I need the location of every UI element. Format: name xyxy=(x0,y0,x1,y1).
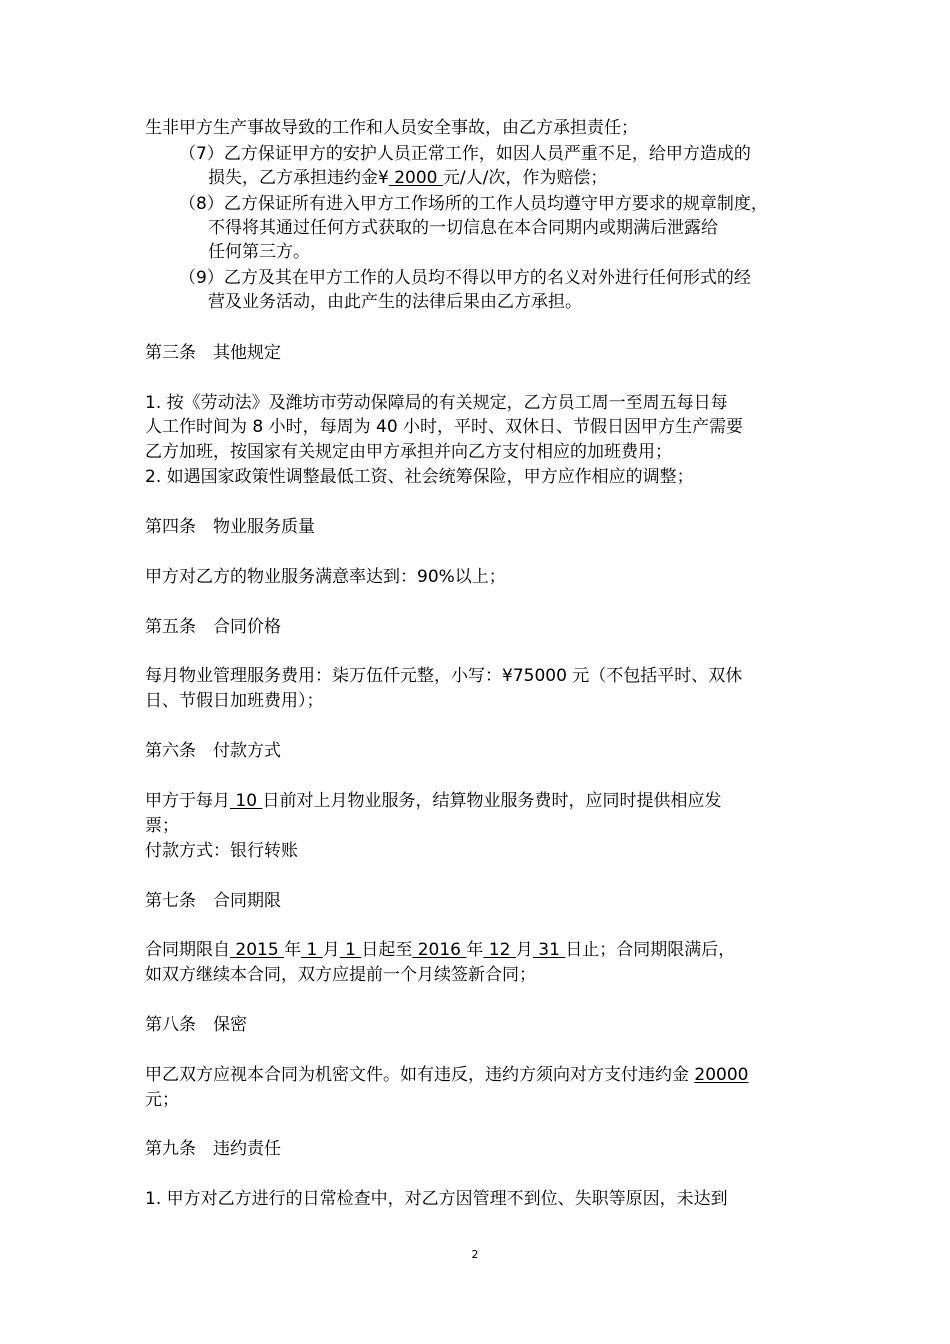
article-6-p1-line-1: 甲方于每月 10 日前对上月物业服务，结算物业服务费时，应同时提供相应发 xyxy=(145,791,722,811)
article-7-p1-line-1: 合同期限自 2015 年 1 月 1 日起至 2016 年 12 月 31 日止；合同期限满后， xyxy=(145,940,736,960)
clause-7-line-1: （7）乙方保证甲方的安护人员正常工作，如因人员严重不足，给甲方造成的 xyxy=(179,144,751,164)
article-7-heading: 第七条 合同期限 xyxy=(145,891,281,911)
page-number: 2 xyxy=(471,1248,479,1261)
article-3-p1-line-3: 乙方加班，按国家有关规定由甲方承担并向乙方支付相应的加班费用； xyxy=(145,442,672,462)
article-8-p1-line-2: 元； xyxy=(145,1090,179,1110)
confidentiality-penalty: 20000 xyxy=(694,1065,749,1085)
clause-8-line-1: （8）乙方保证所有进入甲方工作场所的工作人员均遵守甲方要求的规章制度， xyxy=(179,194,768,214)
start-day: 1 xyxy=(339,940,362,960)
clause-8-line-2: 不得将其通过任何方式获取的一切信息在本合同期内或期满后泄露给 xyxy=(208,218,718,238)
article-7-p1-line-2: 如双方继续本合同，双方应提前一个月续签新合同； xyxy=(145,965,536,985)
article-6-p1-line-2: 票； xyxy=(145,816,179,836)
article-8-heading: 第八条 保密 xyxy=(145,1015,247,1035)
article-8-p1-line-1: 甲乙双方应视本合同为机密文件。如有违反，违约方须向对方支付违约金 20000 xyxy=(145,1065,749,1085)
end-month: 12 xyxy=(483,940,516,960)
article-5-heading: 第五条 合同价格 xyxy=(145,617,281,637)
article-3-p1-line-2: 人工作时间为 8 小时，每周为 40 小时，平时、双休日、节假日因甲方生产需要 xyxy=(145,417,744,437)
clause-9-line-2: 营及业务活动，由此产生的法律后果由乙方承担。 xyxy=(208,292,582,312)
clause-8-line-3: 任何第三方。 xyxy=(208,242,310,262)
end-day: 31 xyxy=(532,940,566,960)
article-4-p1: 甲方对乙方的物业服务满意率达到：90%以上； xyxy=(145,567,506,587)
body-line: 生非甲方生产事故导致的工作和人员安全事故，由乙方承担责任； xyxy=(145,118,638,138)
article-4-heading: 第四条 物业服务质量 xyxy=(145,517,315,537)
payment-day: 10 xyxy=(230,791,263,811)
article-6-heading: 第六条 付款方式 xyxy=(145,741,281,761)
article-3-p2: 2. 如遇国家政策性调整最低工资、社会统筹保险，甲方应作相应的调整； xyxy=(145,467,694,487)
article-5-p1-line-1: 每月物业管理服务费用：柒万伍仟元整，小写：¥75000 元（不包括平时、双休 xyxy=(145,666,743,686)
article-9-p1: 1. 甲方对乙方进行的日常检查中，对乙方因管理不到位、失职等原因，未达到 xyxy=(145,1189,728,1209)
clause-9-line-1: （9）乙方及其在甲方工作的人员均不得以甲方的名义对外进行任何形式的经 xyxy=(179,268,751,288)
article-6-p2: 付款方式：银行转账 xyxy=(145,841,298,861)
start-year: 2015 xyxy=(230,940,285,960)
article-3-p1-line-1: 1. 按《劳动法》及潍坊市劳动保障局的有关规定，乙方员工周一至周五每日每 xyxy=(145,393,728,413)
article-9-heading: 第九条 违约责任 xyxy=(145,1139,281,1159)
penalty-amount: 2000 xyxy=(388,168,443,188)
end-year: 2016 xyxy=(412,940,467,960)
article-5-p1-line-2: 日、节假日加班费用）； xyxy=(145,691,324,711)
article-3-heading: 第三条 其他规定 xyxy=(145,343,281,363)
start-month: 1 xyxy=(301,940,323,960)
clause-7-line-2: 损失，乙方承担违约金¥ 2000 元/人/次，作为赔偿； xyxy=(208,168,608,188)
